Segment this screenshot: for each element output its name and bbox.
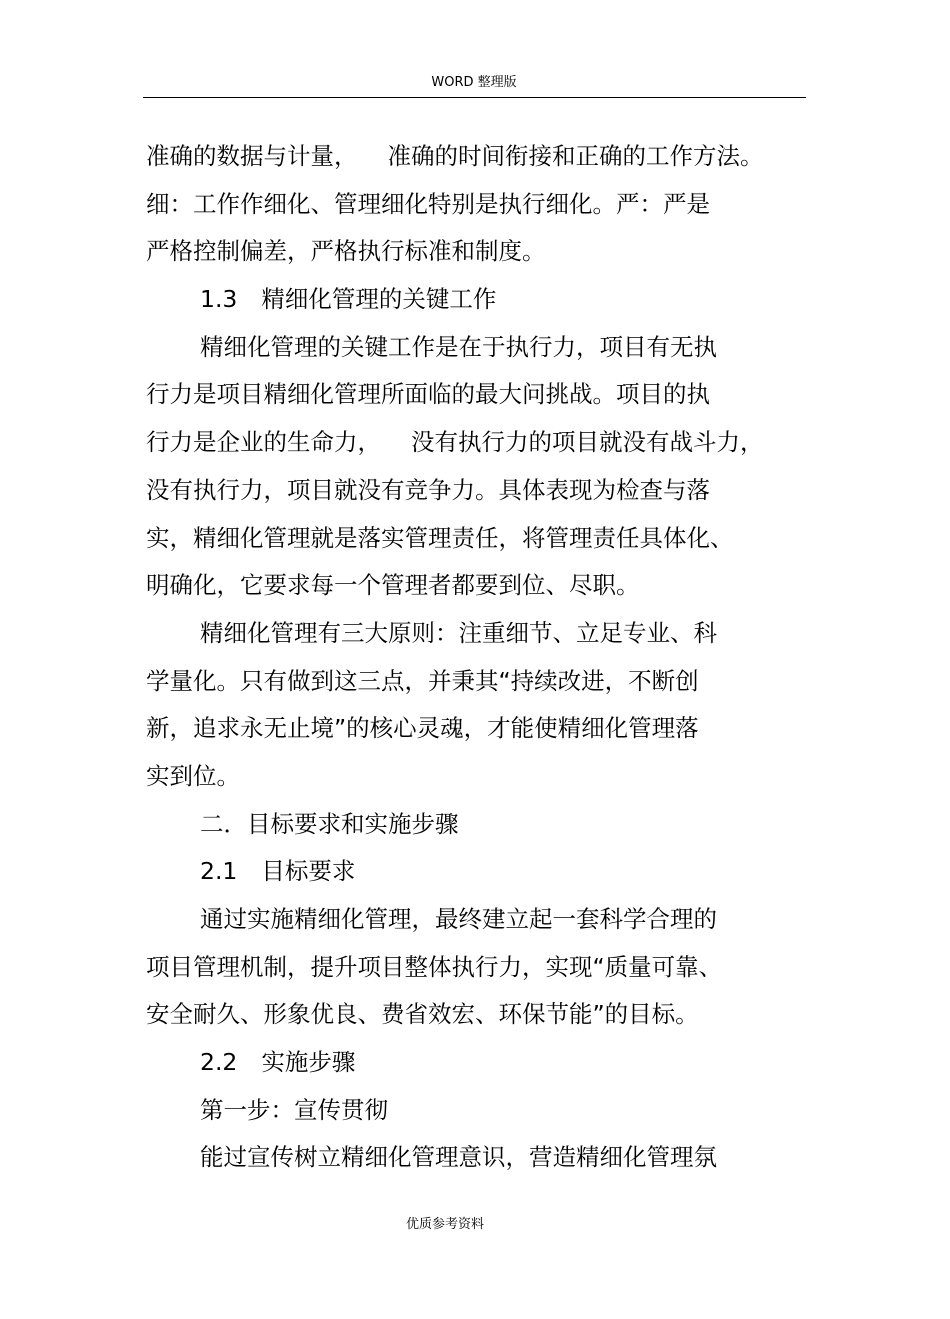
text-line: 通过实施精细化管理，最终建立起一套科学合理的 <box>200 905 717 933</box>
chapter-heading-2: 二．目标要求和实施步骤 <box>200 809 459 838</box>
page-footer: 优质参考资料 <box>405 1217 484 1232</box>
text-line: 新，追求永无止境”的核心灵魂，才能使精细化管理落 <box>146 714 699 743</box>
text-line: 没有执行力，项目就没有竞争力。具体表现为检查与落 <box>146 475 710 504</box>
text-line: 实到位。 <box>146 761 240 790</box>
text-line: 细：工作作细化、管理细化特别是执行细化。严：严是 <box>146 189 710 218</box>
text-line <box>146 133 776 181</box>
text-segment: 准确的数据与计量， <box>146 142 358 170</box>
step-heading: 第一步：宣传贯彻 <box>200 1095 388 1124</box>
text-line: 实，精细化管理就是落实管理责任，将管理责任具体化、 <box>146 523 734 552</box>
section-heading-2-1 <box>146 848 776 896</box>
page-header: WORD 整理版 <box>431 75 517 90</box>
section-number: 2.1 <box>200 857 238 886</box>
text-segment: 没有执行力的项目就没有战斗力， <box>411 428 764 457</box>
text-line: 项目管理机制，提升项目整体执行力，实现“质量可靠、 <box>146 952 723 981</box>
section-title: 目标要求 <box>261 857 356 886</box>
text-segment: 准确的时间衔接和正确的工作方法。 <box>387 142 764 170</box>
text-line: 精细化管理的关键工作是在于执行力，项目有无执 <box>200 332 717 361</box>
text-line: 严格控制偏差，严格执行标准和制度。 <box>146 237 546 266</box>
text-line: 安全耐久、形象优良、费省效宏、环保节能”的目标。 <box>146 1000 699 1029</box>
header-divider <box>143 97 806 98</box>
text-line: 明确化，它要求每一个管理者都要到位、尽职。 <box>146 571 640 600</box>
section-title: 精细化管理的关键工作 <box>261 285 497 314</box>
section-heading-1-3 <box>146 276 776 324</box>
section-number: 1.3 <box>200 285 238 314</box>
section-title: 实施步骤 <box>261 1048 356 1077</box>
text-line: 学量化。只有做到这三点，并秉其“持续改进，不断创 <box>146 666 699 695</box>
section-heading-2-2 <box>146 1039 776 1087</box>
text-line: 行力是项目精细化管理所面临的最大问挑战。项目的执 <box>146 380 710 409</box>
text-segment: 行力是企业的生命力， <box>146 428 381 457</box>
text-line: 精细化管理有三大原则：注重细节、立足专业、科 <box>200 618 717 647</box>
section-number: 2.2 <box>200 1048 238 1077</box>
body-text <box>146 133 776 1182</box>
text-line <box>146 419 776 467</box>
text-line: 能过宣传树立精细化管理意识，营造精细化管理氛 <box>200 1143 717 1172</box>
